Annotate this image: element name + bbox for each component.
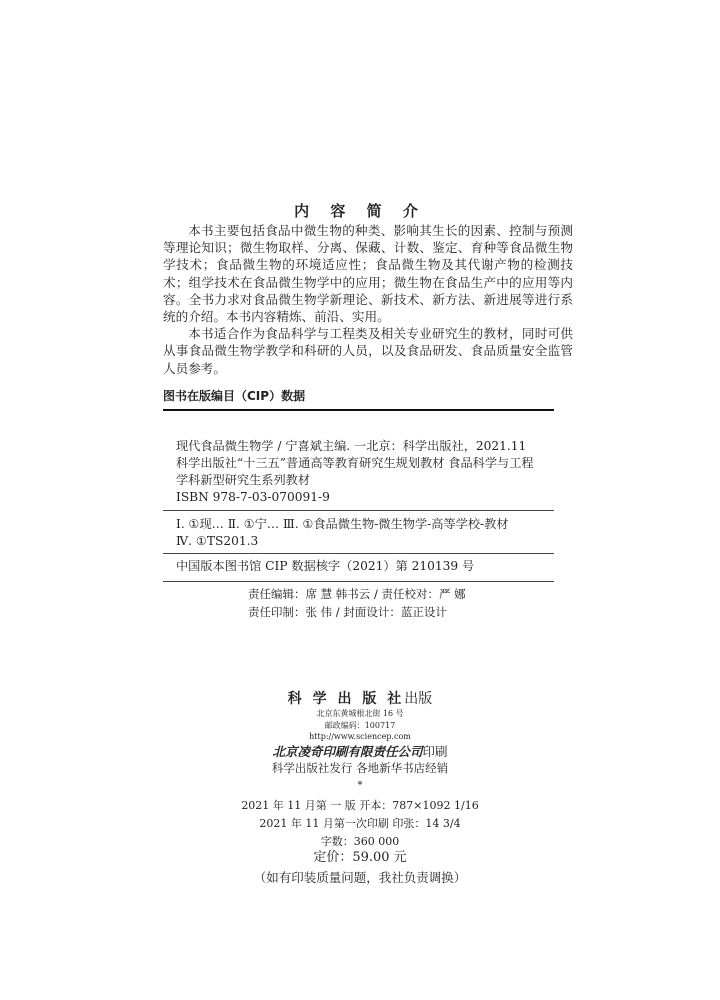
summary-paragraph-1: 本书主要包括食品中微生物的种类、影响其生长的因素、控制与预测等理论知识；微生物取样、分离、保藏、计数、鉴定、育种等食品微生物学技术；食品微生物的环境适应性；食品微生物及其代谢产物的检测技术；组学技术在食品微生物学中的应用；微生物在食品生产中的应用等内容。全书力求对食品微生物学新理论、新技术、新方法、新进展等进行系统的介绍。本书内容精炼、前沿、实用。 [163, 223, 573, 325]
printing-line: 2021 年 11 月第一次印刷 印张：14 3/4 [259, 817, 461, 830]
publisher-address: 北京东黄城根北街 16 号 [316, 709, 404, 718]
cip-divider [163, 510, 554, 511]
summary-title: 内 容 简 介 [294, 202, 426, 220]
edition-line: 2021 年 11 月第 一 版 开本：787×1092 1/16 [241, 799, 479, 812]
cip-title: 图书在版编目（CIP）数据 [163, 389, 306, 403]
staff-editors: 责任编辑：席 慧 韩书云 / 责任校对：严 娜 [248, 587, 466, 601]
publisher-logo-text: 科 学 出 版 社 [287, 691, 405, 707]
printer [0, 742, 720, 760]
cip-bottom-rule [163, 581, 554, 582]
separator-star: * [357, 780, 363, 791]
word-count: 字数：360 000 [320, 835, 400, 848]
cip-divider [163, 553, 554, 554]
cip-class-line: Ⅰ. ①现… Ⅱ. ①宁… Ⅲ. ①食品微生物-微生物学-高等学校-教材 [176, 517, 509, 531]
publisher-name [0, 688, 720, 708]
cip-top-rule [163, 409, 554, 411]
printer-name: 北京凌奇印刷有限责任公司 [272, 744, 423, 759]
cip-main-line: 科学出版社“十三五”普通高等教育研究生规划教材 食品科学与工程 [176, 456, 534, 470]
cip-isbn: ISBN 978-7-03-070091-9 [176, 490, 330, 504]
quality-note: （如有印装质量问题，我社负责调换） [253, 870, 467, 885]
summary-paragraph-2: 本书适合作为食品科学与工程类及相关专业研究生的教材，同时可供从事食品微生物学教学和科研的人员，以及食品研发、食品质量安全监管人员参考。 [163, 326, 573, 376]
summary-body [163, 222, 573, 377]
cip-main-record [176, 438, 566, 506]
publisher-postcode: 邮政编码：100717 [324, 721, 396, 730]
printer-suffix: 印刷 [422, 744, 448, 759]
price: 定价：59.00 元 [313, 850, 407, 865]
distribution-line: 科学出版社发行 各地新华书店经销 [271, 761, 449, 775]
cip-main-line: 现代食品微生物学 / 宁喜斌主编. 一北京：科学出版社，2021.11 [176, 439, 527, 453]
cip-main-line: 学科新型研究生系列教材 [176, 473, 311, 487]
publisher-suffix: 出版 [404, 691, 433, 707]
staff-production: 责任印制：张 伟 / 封面设计：蓝正设计 [248, 605, 447, 619]
publisher-url: http://www.sciencep.com [309, 732, 411, 741]
cip-classification [176, 516, 566, 550]
cip-verify-number: 中国版本图书馆 CIP 数据核字（2021）第 210139 号 [176, 559, 475, 573]
cip-class-line: Ⅳ. ①TS201.3 [176, 534, 259, 548]
